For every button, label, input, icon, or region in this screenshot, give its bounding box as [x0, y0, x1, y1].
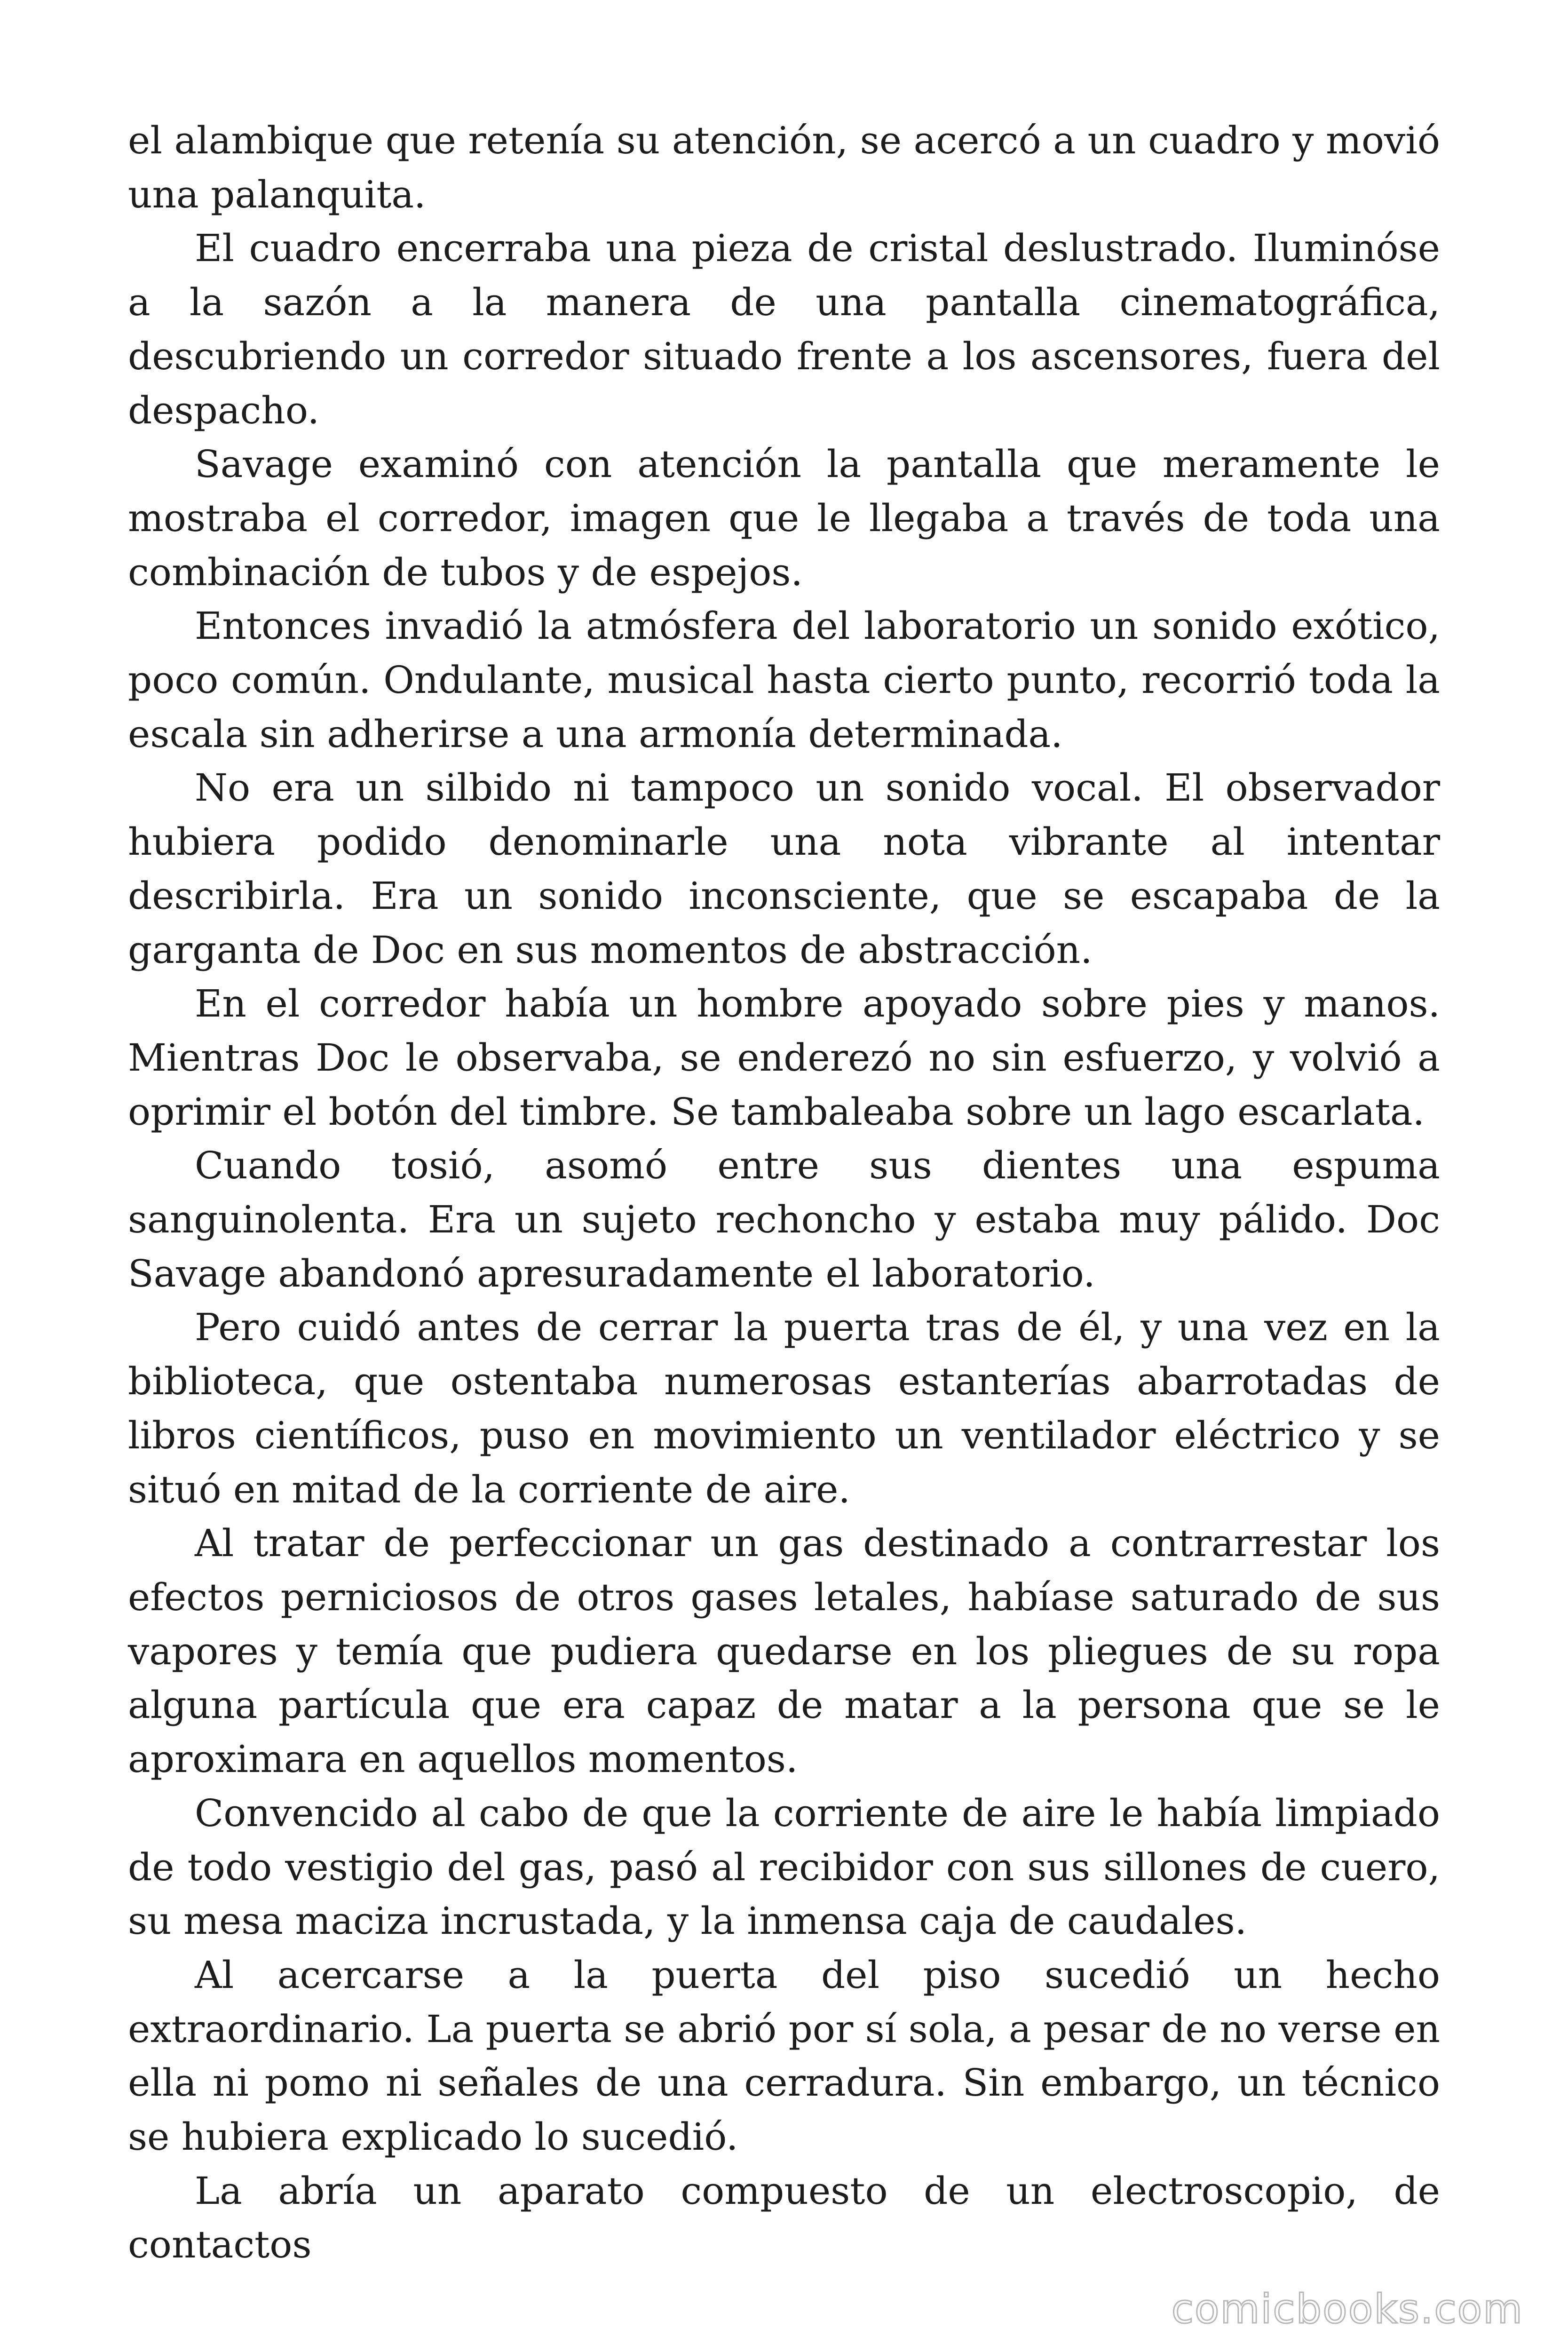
paragraph-9: Al tratar de perfeccionar un gas destinado a contrarrestar los efectos perniciosos de otros gases letales, habíase saturado de sus vapores y temía que pudiera quedarse en los pliegues de su ropa alguna partícula que era capaz de matar a la persona que se le aproximara en aquellos momentos.: [128, 1521, 1440, 1781]
paragraph-12: La abría un aparato compuesto de un electroscopio, de contactos: [128, 2169, 1440, 2267]
paragraph-8: Pero cuidó antes de cerrar la puerta tras de él, y una vez en la biblioteca, que ostentaba numerosas estanterías abarrotadas de libros científicos, puso en movimiento un ventilador eléctrico y se situó en mitad de la corriente de aire.: [128, 1305, 1440, 1511]
paragraph-11: Al acercarse a la puerta del piso sucedió un hecho extraordinario. La puerta se abrió por sí sola, a pesar de no verse en ella ni pomo ni señales de una cerradura. Sin embargo, un técnico se hubiera explicado lo sucedió.: [128, 1953, 1440, 2159]
paragraph-5: No era un silbido ni tampoco un sonido vocal. El observador hubiera podido denominarle una nota vibrante al intentar describirla. Era un sonido inconsciente, que se escapaba de la garganta de Doc en sus momentos de abstracción.: [128, 766, 1440, 972]
paragraph-3: Savage examinó con atención la pantalla que meramente le mostraba el corredor, imagen que le llegaba a través de toda una combinación de tubos y de espejos.: [128, 442, 1440, 594]
paragraph-1: el alambique que retenía su atención, se acercó a un cuadro y movió una palanquita.: [128, 119, 1440, 216]
page-body: [128, 114, 1440, 2272]
paragraph-10: Convencido al cabo de que la corriente de aire le había limpiado de todo vestigio del gas, pasó al recibidor con sus sillones de cuero, su mesa maciza incrustada, y la inmensa caja de caudales.: [128, 1791, 1440, 1943]
paragraph-7: Cuando tosió, asomó entre sus dientes una espuma sanguinolenta. Era un sujeto rechoncho y estaba muy pálido. Doc Savage abandonó apresuradamente el laboratorio.: [128, 1144, 1440, 1295]
paragraph-4: Entonces invadió la atmósfera del laboratorio un sonido exótico, poco común. Ondulante, musical hasta cierto punto, recorrió toda la escala sin adherirse a una armonía determinada.: [128, 604, 1440, 756]
watermark: comicbooks.com: [1171, 2286, 1523, 2333]
paragraph-6: En el corredor había un hombre apoyado sobre pies y manos. Mientras Doc le observaba, se enderezó no sin esfuerzo, y volvió a oprimir el botón del timbre. Se tambaleaba sobre un lago escarlata.: [128, 982, 1440, 1134]
paragraph-2: El cuadro encerraba una pieza de cristal deslustrado. Iluminóse a la sazón a la manera de una pantalla cinematográfica, descubriendo un corredor situado frente a los ascensores, fuera del despacho.: [128, 226, 1440, 432]
